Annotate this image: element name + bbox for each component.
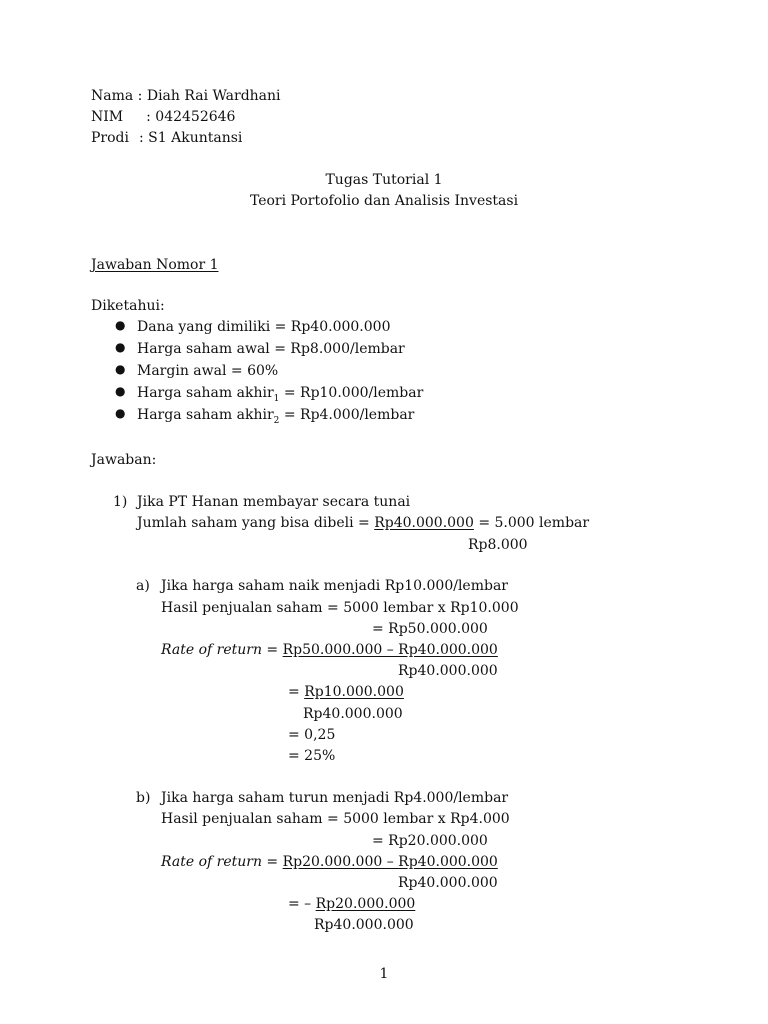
step-line-a: [288, 683, 404, 701]
bullet-icon: ●: [115, 406, 126, 420]
jumlah-line: [137, 514, 589, 532]
sub-title-b: Jika harga saham turun menjadi Rp4.000/lembar: [161, 790, 509, 806]
hasil-result-b: = Rp20.000.000: [372, 833, 488, 849]
title-line-2: Teori Portofolio dan Analisis Investasi: [249, 193, 519, 209]
equals: = –: [288, 896, 316, 912]
diketahui-label: Diketahui:: [91, 298, 165, 314]
item-text: = Rp10.000/lembar: [279, 385, 424, 401]
nim-value: 042452646: [155, 109, 236, 125]
diketahui-item: [137, 406, 414, 430]
title-line-1: Tugas Tutorial 1: [325, 172, 443, 188]
bullet-icon: ●: [115, 340, 126, 354]
bullet-icon: ●: [115, 318, 126, 332]
nim-line: [91, 108, 235, 126]
step-line-b: [288, 895, 415, 913]
nama-line: [91, 87, 281, 105]
jumlah-prefix: Jumlah saham yang bisa dibeli =: [137, 515, 375, 531]
fraction-denominator: Rp40.000.000: [303, 706, 403, 722]
diketahui-item: Harga saham awal = Rp8.000/lembar: [137, 341, 405, 357]
diketahui-item: Margin awal = 60%: [137, 363, 279, 379]
fraction-numerator: Rp20.000.000: [315, 896, 416, 912]
prodi-value: S1 Akuntansi: [148, 130, 243, 146]
bullet-icon: ●: [115, 362, 126, 376]
ror-line-b: [161, 853, 498, 871]
subscript: 2: [273, 415, 280, 426]
item-text: = Rp4.000/lembar: [279, 407, 415, 423]
prodi-label: Prodi: [91, 130, 129, 146]
fraction-denominator: Rp40.000.000: [398, 663, 498, 679]
sub-title-a: Jika harga saham naik menjadi Rp10.000/lembar: [161, 578, 508, 594]
prodi-line: [91, 129, 242, 147]
fraction-denominator: Rp40.000.000: [398, 875, 498, 891]
colon: :: [137, 88, 143, 104]
bullet-icon: ●: [115, 384, 126, 398]
jawaban-label: Jawaban:: [91, 452, 157, 468]
section-heading: Jawaban Nomor 1: [91, 257, 219, 273]
sub-marker-b: b): [136, 790, 151, 806]
equals: =: [288, 684, 305, 700]
equals: =: [261, 854, 283, 870]
fraction-numerator: Rp50.000.000 – Rp40.000.000: [282, 642, 498, 658]
nama-value: Diah Rai Wardhani: [146, 88, 281, 104]
fraction-numerator: Rp40.000.000: [374, 515, 474, 531]
hasil-line-a: Hasil penjualan saham = 5000 lembar x Rp10.000: [161, 600, 519, 616]
hasil-result-a: = Rp50.000.000: [372, 621, 488, 637]
ror-line-a: [161, 641, 498, 659]
case-number: 1): [113, 494, 128, 510]
step-percent-a: = 25%: [288, 748, 336, 764]
nama-label: Nama: [91, 88, 134, 104]
fraction-denominator: Rp40.000.000: [314, 917, 414, 933]
jumlah-result: = 5.000 lembar: [473, 515, 590, 531]
nim-label: NIM: [91, 109, 124, 125]
fraction-numerator: Rp10.000.000: [304, 684, 404, 700]
page-number: 1: [379, 966, 389, 982]
step-result-a: = 0,25: [288, 727, 336, 743]
ror-label: Rate of return: [161, 854, 262, 870]
case-title: Jika PT Hanan membayar secara tunai: [137, 494, 411, 510]
subscript: 1: [273, 393, 280, 404]
fraction-numerator: Rp20.000.000 – Rp40.000.000: [282, 854, 498, 870]
fraction-denominator: Rp8.000: [468, 537, 528, 553]
colon: :: [138, 130, 144, 146]
item-text: Harga saham akhir: [137, 407, 274, 423]
equals: =: [261, 642, 283, 658]
colon: :: [146, 109, 151, 125]
sub-marker-a: a): [136, 578, 150, 594]
hasil-line-b: Hasil penjualan saham = 5000 lembar x Rp4.000: [161, 811, 510, 827]
ror-label: Rate of return: [161, 642, 262, 658]
diketahui-item: [137, 384, 423, 408]
diketahui-item: Dana yang dimiliki = Rp40.000.000: [137, 319, 391, 335]
item-text: Harga saham akhir: [137, 385, 274, 401]
